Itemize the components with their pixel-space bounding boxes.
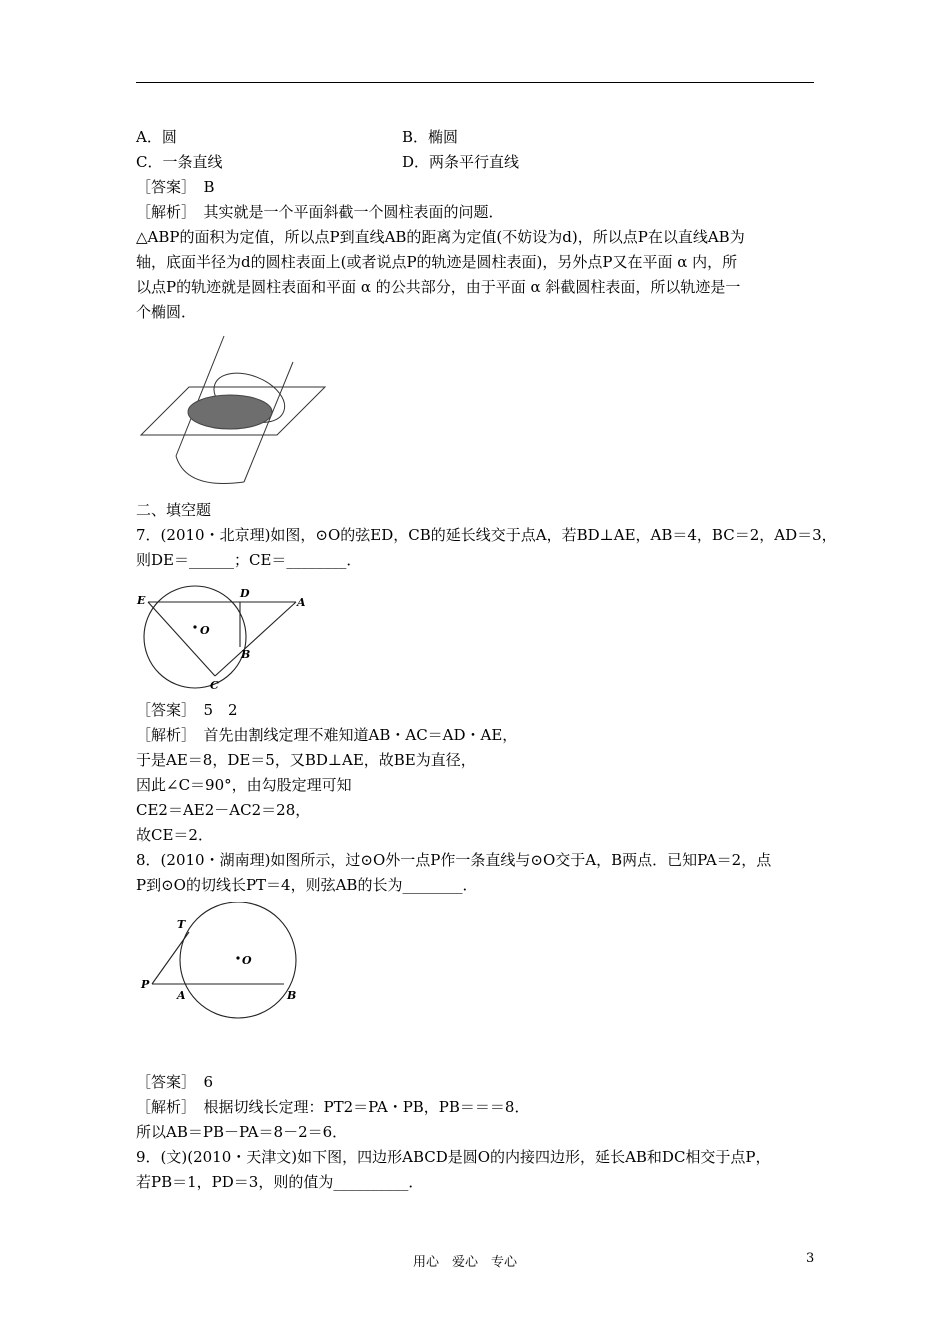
page-number: 3 — [806, 1251, 815, 1266]
q7-circle-figure — [136, 584, 311, 694]
q8-text-line: 8．(2010・湖南理)如图所示，过⊙O外一点P作一条直线与⊙O交于A，B两点．已知PA＝2，点 — [136, 851, 772, 869]
q7-analysis-line: ［解析］ 首先由割线定理不难知道AB・AC＝AD・AE， — [136, 726, 518, 744]
q7-label-o: O — [200, 624, 210, 637]
section-title: 二、填空题 — [136, 501, 212, 519]
q6-answer: ［答案］ B — [136, 178, 215, 196]
q8-answer: ［答案］ 6 — [136, 1073, 214, 1091]
q7-answer: ［答案］ 5 2 — [136, 701, 238, 719]
q8-label-t: T — [177, 918, 186, 931]
q6-analysis-line: 以点P的轨迹就是圆柱表面和平面 α 的公共部分，由于平面 α 斜截圆柱表面，所以轨迹是一 — [136, 278, 741, 296]
q7-label-d: D — [240, 587, 250, 600]
q6-analysis-line: 个椭圆． — [136, 303, 197, 321]
q8-label-a: A — [177, 989, 186, 1002]
q9-text-line: 9．(文)(2010・天津文)如下图，四边形ABCD是圆O的内接四边形，延长AB和DC相交于点P， — [136, 1148, 771, 1166]
option-a: A．圆 — [136, 128, 177, 146]
footer-text: 用心 爱心 专心 — [413, 1255, 518, 1270]
header-rule — [136, 82, 814, 83]
q7-analysis-line: 于是AE＝8，DE＝5，又BD⊥AE，故BE为直径， — [136, 751, 476, 769]
q7-analysis-line: CE2＝AE2－AC2＝28， — [136, 801, 311, 819]
option-c: C．一条直线 — [136, 153, 223, 171]
q7-analysis-line: 故CE＝2． — [136, 826, 213, 844]
q9-text-line: 若PB＝1，PD＝3，则的值为__________． — [136, 1173, 424, 1191]
q8-circle-figure — [136, 902, 311, 1022]
q7-analysis-line: 因此∠C＝90°，由勾股定理可知 — [136, 776, 352, 794]
q6-analysis-line: 轴，底面半径为d的圆柱表面上(或者说点P的轨迹是圆柱表面)，另外点P又在平面 α 内，所 — [136, 253, 738, 271]
q7-text-line: 7．(2010・北京理)如图，⊙O的弦ED，CB的延长线交于点A，若BD⊥AE，AB＝4，BC＝2，AD＝3， — [136, 526, 837, 544]
q7-label-a: A — [297, 596, 306, 609]
option-d: D．两条平行直线 — [402, 153, 520, 171]
q7-label-b: B — [241, 648, 251, 661]
q7-label-c: C — [210, 679, 219, 692]
q6-analysis-line: △ABP的面积为定值，所以点P到直线AB的距离为定值(不妨设为d)，所以点P在以直线AB为 — [136, 228, 745, 246]
q8-analysis-line: 所以AB＝PB－PA＝8－2＝6． — [136, 1123, 348, 1141]
cylinder-plane-figure — [136, 318, 336, 490]
q8-label-p: P — [141, 978, 150, 991]
q7-text-line: 则DE＝______；CE＝________． — [136, 551, 362, 569]
q8-analysis-line: ［解析］ 根据切线长定理：PT2＝PA・PB，PB＝＝＝8． — [136, 1098, 530, 1116]
q7-label-e: E — [137, 594, 146, 607]
q8-label-b: B — [287, 989, 297, 1002]
q6-analysis-line: ［解析］ 其实就是一个平面斜截一个圆柱表面的问题． — [136, 203, 504, 221]
q8-label-o: O — [242, 954, 252, 967]
option-b: B．椭圆 — [402, 128, 459, 146]
q8-text-line: P到⊙O的切线长PT＝4，则弦AB的长为________． — [136, 876, 478, 894]
